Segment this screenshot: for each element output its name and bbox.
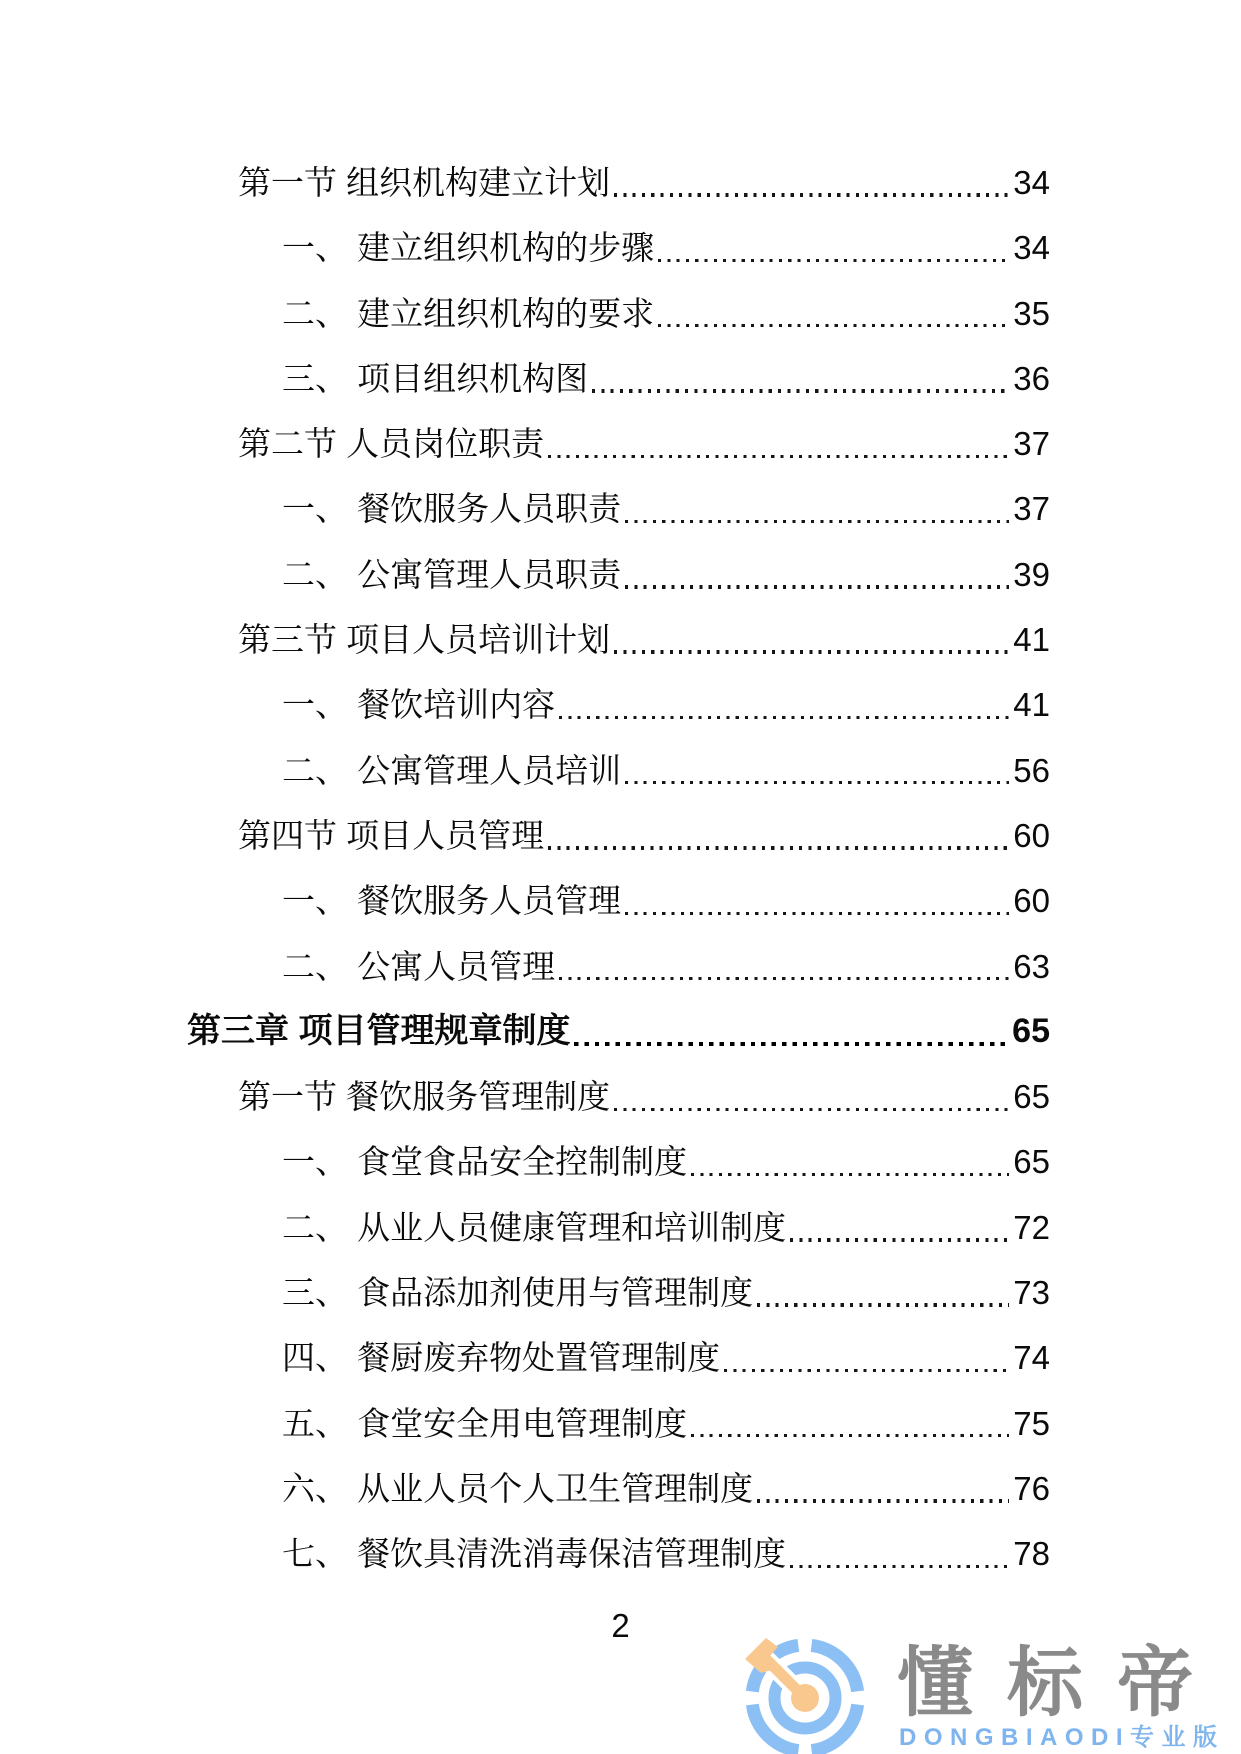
toc-entry-title[interactable]: 二、 建立组织机构的要求 xyxy=(282,294,655,332)
toc-entry[interactable] xyxy=(187,738,1050,803)
dot-leader xyxy=(559,977,1009,980)
toc-entry[interactable] xyxy=(187,672,1050,737)
toc-entry-title[interactable]: 一、 食堂食品安全控制制度 xyxy=(282,1143,688,1181)
toc-entry-title[interactable]: 第一节 餐饮服务管理制度 xyxy=(238,1078,611,1116)
toc-entry[interactable] xyxy=(187,1391,1050,1456)
toc-entry-page-number: 34 xyxy=(1013,229,1050,267)
toc-entry-page-number: 63 xyxy=(1013,947,1050,985)
toc-entry[interactable] xyxy=(187,1129,1050,1194)
toc-entry-page-number: 34 xyxy=(1013,164,1050,201)
toc-entry-page-number: 65 xyxy=(1013,1143,1050,1181)
toc-entry-page-number: 37 xyxy=(1013,490,1050,528)
toc-entry-page-number: 56 xyxy=(1013,751,1050,789)
toc-entry-title[interactable]: 七、 餐饮具清洗消毒保洁管理制度 xyxy=(282,1535,787,1573)
dot-leader xyxy=(724,1369,1009,1372)
dot-leader xyxy=(625,520,1009,523)
toc-entry[interactable] xyxy=(187,1456,1050,1521)
toc-entry-page-number: 76 xyxy=(1013,1469,1050,1507)
toc-entry-page-number: 36 xyxy=(1013,359,1050,397)
toc-entry[interactable] xyxy=(187,803,1050,868)
dot-leader xyxy=(548,455,1009,458)
toc-entry-title[interactable]: 一、 餐饮服务人员管理 xyxy=(282,882,622,920)
dot-leader xyxy=(559,716,1009,719)
dot-leader xyxy=(625,912,1009,915)
table-of-contents xyxy=(187,150,1050,1587)
toc-entry-title[interactable]: 三、 食品添加剂使用与管理制度 xyxy=(282,1274,754,1312)
toc-entry-title[interactable]: 二、 公寓人员管理 xyxy=(282,947,556,985)
toc-entry-page-number: 60 xyxy=(1013,882,1050,920)
dot-leader xyxy=(757,1499,1009,1502)
toc-entry[interactable] xyxy=(187,215,1050,280)
toc-entry-page-number: 65 xyxy=(1012,1011,1050,1050)
toc-entry[interactable] xyxy=(187,411,1050,476)
dot-leader xyxy=(691,1173,1009,1176)
toc-entry-title[interactable]: 二、 公寓管理人员职责 xyxy=(282,555,622,593)
dot-leader xyxy=(548,846,1009,849)
toc-entry-page-number: 73 xyxy=(1013,1274,1050,1312)
toc-entry[interactable] xyxy=(187,281,1050,346)
toc-entry-title[interactable]: 第一节 组织机构建立计划 xyxy=(238,164,611,201)
toc-entry-title[interactable]: 第三节 项目人员培训计划 xyxy=(238,621,611,659)
dot-leader xyxy=(592,389,1009,392)
toc-entry-page-number: 60 xyxy=(1013,816,1050,854)
dot-leader xyxy=(614,650,1009,653)
toc-entry[interactable] xyxy=(187,1195,1050,1260)
dot-leader xyxy=(625,781,1009,784)
toc-entry[interactable] xyxy=(187,542,1050,607)
toc-entry-title[interactable]: 第二节 人员岗位职责 xyxy=(238,425,545,463)
toc-entry-title[interactable]: 第三章 项目管理规章制度 xyxy=(187,1011,571,1050)
toc-entry-title[interactable]: 一、 餐饮服务人员职责 xyxy=(282,490,622,528)
toc-entry[interactable] xyxy=(187,346,1050,411)
toc-entry-page-number: 65 xyxy=(1013,1078,1050,1116)
toc-entry-page-number: 37 xyxy=(1013,425,1050,463)
toc-entry-page-number: 39 xyxy=(1013,555,1050,593)
dot-leader xyxy=(691,1434,1009,1437)
dot-leader xyxy=(625,585,1009,588)
toc-entry-title[interactable]: 四、 餐厨废弃物处置管理制度 xyxy=(282,1339,721,1377)
toc-entry-title[interactable]: 六、 从业人员个人卫生管理制度 xyxy=(282,1469,754,1507)
toc-entry-title[interactable]: 二、 公寓管理人员培训 xyxy=(282,751,622,789)
dot-leader xyxy=(757,1303,1009,1306)
watermark-subtext: DONGBIAODI专业版 xyxy=(899,1724,1225,1751)
toc-entry-title[interactable]: 二、 从业人员健康管理和培训制度 xyxy=(282,1208,787,1246)
toc-entry-title[interactable]: 第四节 项目人员管理 xyxy=(238,816,545,854)
toc-entry[interactable] xyxy=(187,150,1050,215)
dot-leader xyxy=(658,259,1009,262)
toc-entry-title[interactable]: 一、 餐饮培训内容 xyxy=(282,686,556,724)
toc-entry[interactable] xyxy=(187,1260,1050,1325)
toc-entry-page-number: 78 xyxy=(1013,1535,1050,1573)
toc-entry-page-number: 75 xyxy=(1013,1404,1050,1442)
toc-entry[interactable] xyxy=(187,934,1050,999)
toc-entry-page-number: 74 xyxy=(1013,1339,1050,1377)
dot-leader xyxy=(574,1042,1008,1047)
toc-entry[interactable] xyxy=(187,1325,1050,1390)
dot-leader xyxy=(658,324,1009,327)
toc-entry[interactable] xyxy=(187,868,1050,933)
dot-leader xyxy=(790,1565,1009,1568)
toc-entry-title[interactable]: 五、 食堂安全用电管理制度 xyxy=(282,1404,688,1442)
toc-entry-page-number: 35 xyxy=(1013,294,1050,332)
watermark-brand-text: 懂标帝 xyxy=(897,1641,1227,1726)
toc-entry[interactable] xyxy=(187,607,1050,672)
dongbiaodi-target-arrow-logo-icon xyxy=(744,1637,866,1754)
dot-leader xyxy=(614,1108,1009,1111)
toc-entry-title[interactable]: 一、 建立组织机构的步骤 xyxy=(282,229,655,267)
dot-leader xyxy=(614,193,1009,196)
toc-entry[interactable] xyxy=(187,1064,1050,1129)
toc-entry-page-number: 72 xyxy=(1013,1208,1050,1246)
footer-page-number: 2 xyxy=(611,1607,630,1644)
toc-entry[interactable] xyxy=(187,476,1050,541)
toc-entry[interactable] xyxy=(187,1521,1050,1586)
dot-leader xyxy=(790,1238,1009,1241)
toc-entry-title[interactable]: 三、 项目组织机构图 xyxy=(282,359,589,397)
toc-entry[interactable] xyxy=(187,999,1050,1064)
toc-entry-page-number: 41 xyxy=(1013,686,1050,724)
toc-entry-page-number: 41 xyxy=(1013,621,1050,659)
